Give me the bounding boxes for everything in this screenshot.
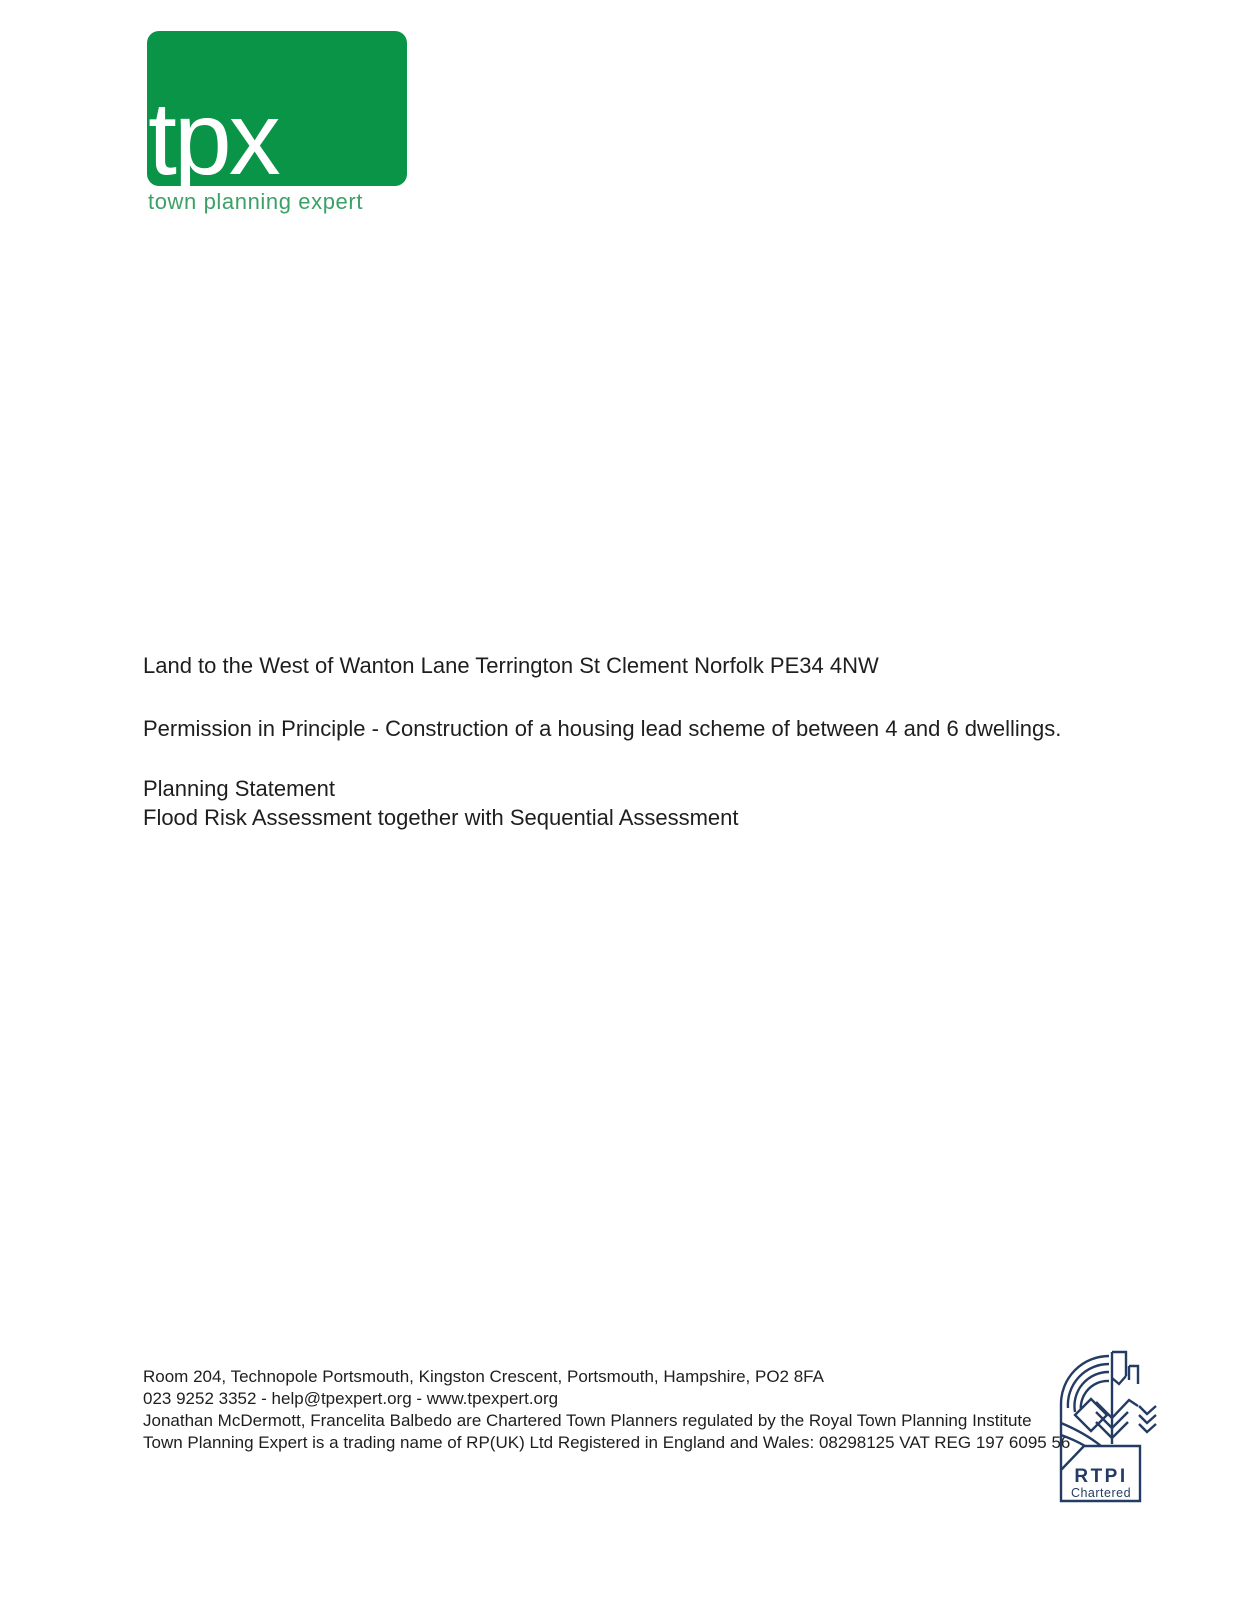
footer-address: Room 204, Technopole Portsmouth, Kingston Crescent, Portsmouth, Hampshire, PO2 8FA: [143, 1367, 824, 1386]
title-block: [143, 651, 1123, 832]
rtpi-chevron-right-3: [1139, 1424, 1156, 1432]
site-address: Land to the West of Wanton Lane Terrington St Clement Norfolk PE34 4NW: [143, 653, 879, 678]
tpx-logo-text: tpx: [148, 81, 278, 197]
rtpi-building-2: [1129, 1366, 1138, 1384]
tpx-logo-tagline: town planning expert: [148, 189, 364, 214]
proposal-description: Permission in Principle - Construction of a housing lead scheme of between 4 and 6 dwellings.: [143, 716, 1062, 741]
footer-company-registration: Town Planning Expert is a trading name of RP(UK) Ltd Registered in England and Wales: 08298125 VAT REG 197 6095 56: [143, 1433, 1071, 1452]
rtpi-chevron-1: [1112, 1376, 1126, 1384]
rtpi-badge-graphic: [1058, 1350, 1160, 1508]
tpx-logo-mark: [147, 31, 407, 197]
rtpi-subtitle-text: Chartered: [1070, 1486, 1132, 1500]
rtpi-arc-lower-2: [1061, 1435, 1085, 1446]
footer-accreditation: Jonathan McDermott, Francelita Balbedo are Chartered Town Planners regulated by the Royal Town Planning Institute: [143, 1411, 1032, 1430]
footer: [143, 1366, 1070, 1454]
document-type-line-1: Planning Statement: [143, 776, 336, 801]
footer-contact: 023 9252 3352 - help@tpexpert.org - www.tpexpert.org: [143, 1389, 559, 1408]
document-type-line-2: Flood Risk Assessment together with Sequential Assessment: [143, 805, 739, 830]
rtpi-chevron-right-2: [1139, 1415, 1156, 1423]
rtpi-title-text: RTPI: [1074, 1466, 1128, 1487]
rtpi-chartered-logo: [1058, 1350, 1160, 1508]
rtpi-chevron-right-1: [1139, 1406, 1156, 1414]
